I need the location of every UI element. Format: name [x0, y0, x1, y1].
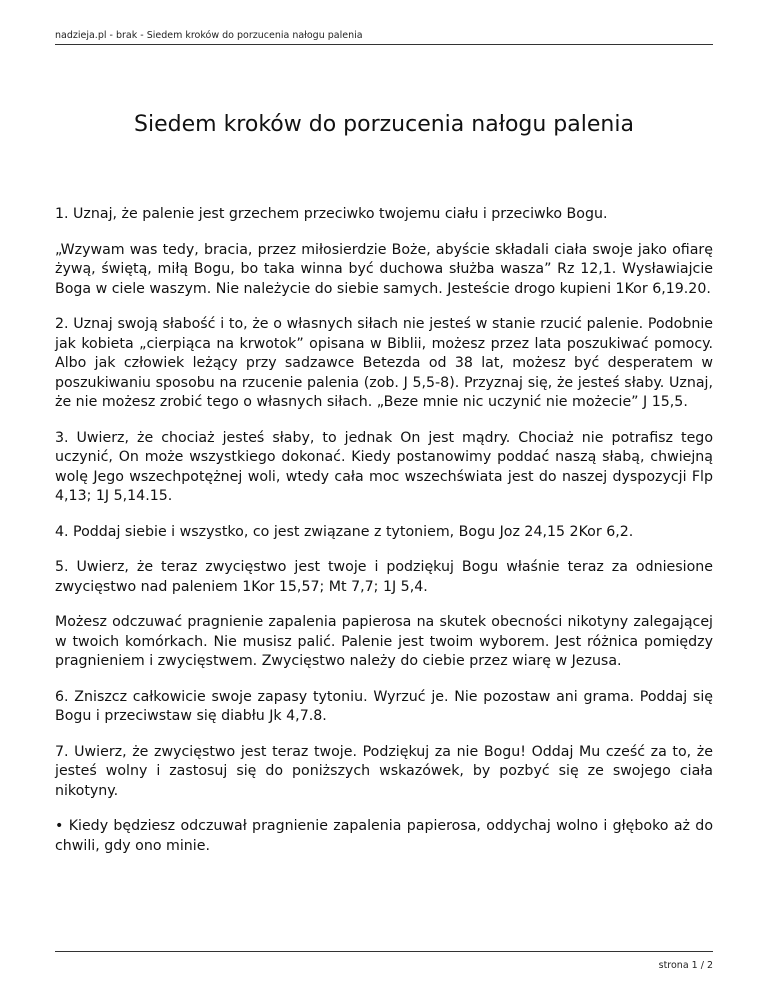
paragraph-craving-note: Możesz odczuwać pragnienie zapalenia papierosa na skutek obecności nikotyny zalegającej w twoich komórkach. Nie musisz palić. Palenie jest twoim wyborem. Jest różnica pomiędzy pragnieniem i zwycięstwem. Zwycięstwo należy do ciebie przez wiarę w Jezusa.	[55, 614, 713, 669]
running-header: nadzieja.pl - brak - Siedem kroków do porzucenia nałogu palenia	[55, 30, 363, 41]
paragraph-step-6: 6. Zniszcz całkowicie swoje zapasy tytoniu. Wyrzuć je. Nie pozostaw ani grama. Poddaj się Bogu i przeciwstaw się diabłu Jk 4,7.8.	[55, 688, 713, 724]
paragraph-step-2: 2. Uznaj swoją słabość i to, że o własnych siłach nie jesteś w stanie rzucić palenie. Podobnie jak kobieta „cierpiąca na krwotok” opisana w Biblii, możesz przez lata poszukiwać pomocy. Albo jak człowiek leżący przy sadzawce Betezda od 38 lat, możesz być desperatem w poszukiwaniu sposobu na rzucenie palenia (zob. J 5,5-8). Przyznaj się, że jesteś słaby. Uznaj, że nie możesz zrobić tego o własnych siłach. „Beze mnie nic uczynić nie możecie” J 15,5.	[55, 316, 713, 410]
paragraph-step-1: 1. Uznaj, że palenie jest grzechem przeciwko twojemu ciału i przeciwko Bogu.	[55, 206, 608, 222]
paragraph-bullet-breathing: • Kiedy będziesz odczuwał pragnienie zapalenia papierosa, oddychaj wolno i głęboko aż do chwili, gdy ono minie.	[55, 818, 713, 854]
paragraph-step-7: 7. Uwierz, że zwycięstwo jest teraz twoje. Podziękuj za nie Bogu! Oddaj Mu cześć za to, że jesteś wolny i zastosuj się do poniższych wskazówek, by pozbyć się ze swojego ciała nikotyny.	[55, 743, 713, 799]
paragraph-quote-rz: „Wzywam was tedy, bracia, przez miłosierdzie Boże, abyście składali ciała swoje jako ofiarę żywą, świętą, miłą Bogu, bo taka winna być duchowa służba wasza” Rz 12,1. Wysławiajcie Boga w ciele waszym. Nie należycie do siebie samych. Jesteście drogo kupieni 1Kor 6,19.20.	[55, 241, 713, 297]
header-divider	[55, 44, 713, 45]
paragraph-step-4: 4. Poddaj siebie i wszystko, co jest związane z tytoniem, Bogu Joz 24,15 2Kor 6,2.	[55, 523, 634, 540]
paragraph-step-5: 5. Uwierz, że teraz zwycięstwo jest twoje i podziękuj Bogu właśnie teraz za odniesione zwycięstwo nad paleniem 1Kor 15,57; Mt 7,7; 1J 5,4.	[55, 559, 713, 595]
footer-divider	[55, 951, 713, 952]
paragraph-step-3: 3. Uwierz, że chociaż jesteś słaby, to jednak On jest mądry. Chociaż nie potrafisz tego uczynić, On może wszystkiego dokonać. Kiedy postanowimy poddać naszą słabą, chwiejną wolę Jego wszechpotężnej woli, wtedy cała moc wszechświata jest do naszej dyspozycji Flp 4,13; 1J 5,14.15.	[55, 429, 713, 504]
page-number: strona 1 / 2	[658, 960, 713, 971]
document-body	[55, 205, 713, 872]
document-title: Siedem kroków do porzucenia nałogu palenia	[134, 112, 634, 137]
